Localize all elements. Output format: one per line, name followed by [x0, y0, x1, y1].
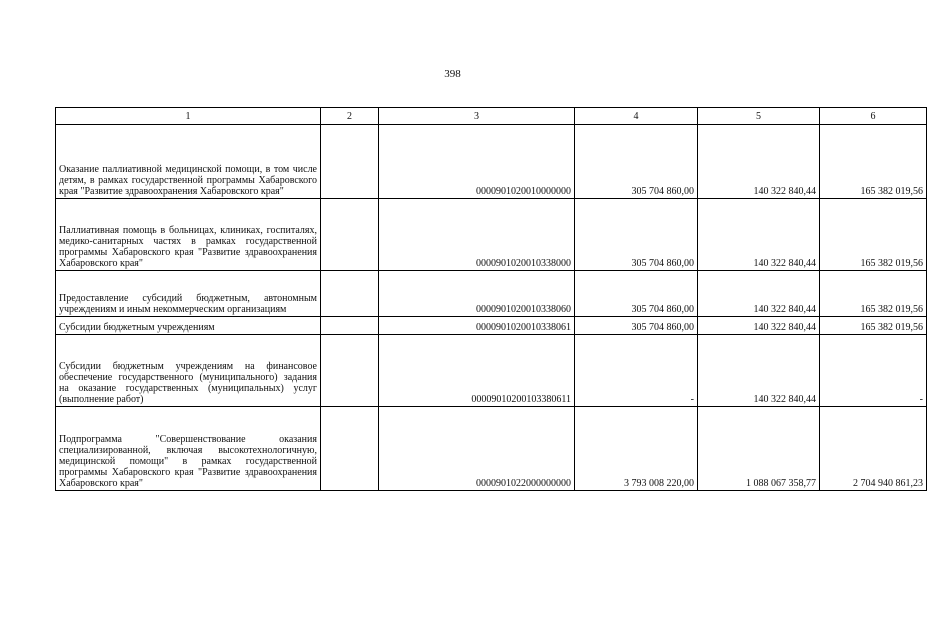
row-col4: -: [575, 335, 698, 407]
row-code: 0000901020010338060: [379, 271, 575, 317]
row-name: Субсидии бюджетным учреждениям на финансовое обеспечение государственного (муниципального) задания на оказание государственных (муниципальных) услуг (выполнение работ): [56, 335, 321, 407]
row-col4: 305 704 860,00: [575, 199, 698, 271]
column-header: 1: [56, 108, 321, 125]
row-col2: [321, 407, 379, 491]
row-col2: [321, 199, 379, 271]
column-header: 2: [321, 108, 379, 125]
row-name: Подпрограмма "Совершенствование оказания специализированной, включая высокотехнологичную, медицинской помощи" в рамках государственной программы Хабаровского края "Развитие здравоохранения Хабаровского края": [56, 407, 321, 491]
row-col4: 305 704 860,00: [575, 125, 698, 199]
row-col5: 140 322 840,44: [698, 317, 820, 335]
table-row: [56, 407, 927, 491]
table-row: [56, 125, 927, 199]
row-col2: [321, 317, 379, 335]
row-col5: 140 322 840,44: [698, 199, 820, 271]
row-col6: 165 382 019,56: [820, 317, 927, 335]
row-col2: [321, 271, 379, 317]
row-col2: [321, 125, 379, 199]
row-code: 00009010200103380611: [379, 335, 575, 407]
table-row: [56, 199, 927, 271]
budget-table: [55, 107, 927, 491]
row-col4: 3 793 008 220,00: [575, 407, 698, 491]
table-row: [56, 271, 927, 317]
row-name: Оказание паллиативной медицинской помощи, в том числе детям, в рамках государственной программы Хабаровского края "Развитие здравоохранения Хабаровского края": [56, 125, 321, 199]
column-header: 3: [379, 108, 575, 125]
row-col5: 140 322 840,44: [698, 335, 820, 407]
page-number: 398: [444, 68, 461, 80]
row-col6: 165 382 019,56: [820, 271, 927, 317]
table-header-row: [56, 108, 927, 125]
row-code: 0000901022000000000: [379, 407, 575, 491]
column-header: 6: [820, 108, 927, 125]
table-row: [56, 317, 927, 335]
row-col6: -: [820, 335, 927, 407]
row-col5: 140 322 840,44: [698, 125, 820, 199]
table-row: [56, 335, 927, 407]
row-code: 0000901020010338061: [379, 317, 575, 335]
row-col5: 140 322 840,44: [698, 271, 820, 317]
row-code: 0000901020010000000: [379, 125, 575, 199]
row-col2: [321, 335, 379, 407]
row-col6: 165 382 019,56: [820, 125, 927, 199]
row-name: Паллиативная помощь в больницах, клиниках, госпиталях, медико-санитарных частях в рамках государственной программы Хабаровского края "Развитие здравоохранения Хабаровского края": [56, 199, 321, 271]
row-col5: 1 088 067 358,77: [698, 407, 820, 491]
row-col6: 165 382 019,56: [820, 199, 927, 271]
row-col6: 2 704 940 861,23: [820, 407, 927, 491]
row-code: 0000901020010338000: [379, 199, 575, 271]
row-col4: 305 704 860,00: [575, 317, 698, 335]
column-header: 4: [575, 108, 698, 125]
row-name: Субсидии бюджетным учреждениям: [56, 317, 321, 335]
row-col4: 305 704 860,00: [575, 271, 698, 317]
column-header: 5: [698, 108, 820, 125]
row-name: Предоставление субсидий бюджетным, автономным учреждениям и иным некоммерческим организациям: [56, 271, 321, 317]
